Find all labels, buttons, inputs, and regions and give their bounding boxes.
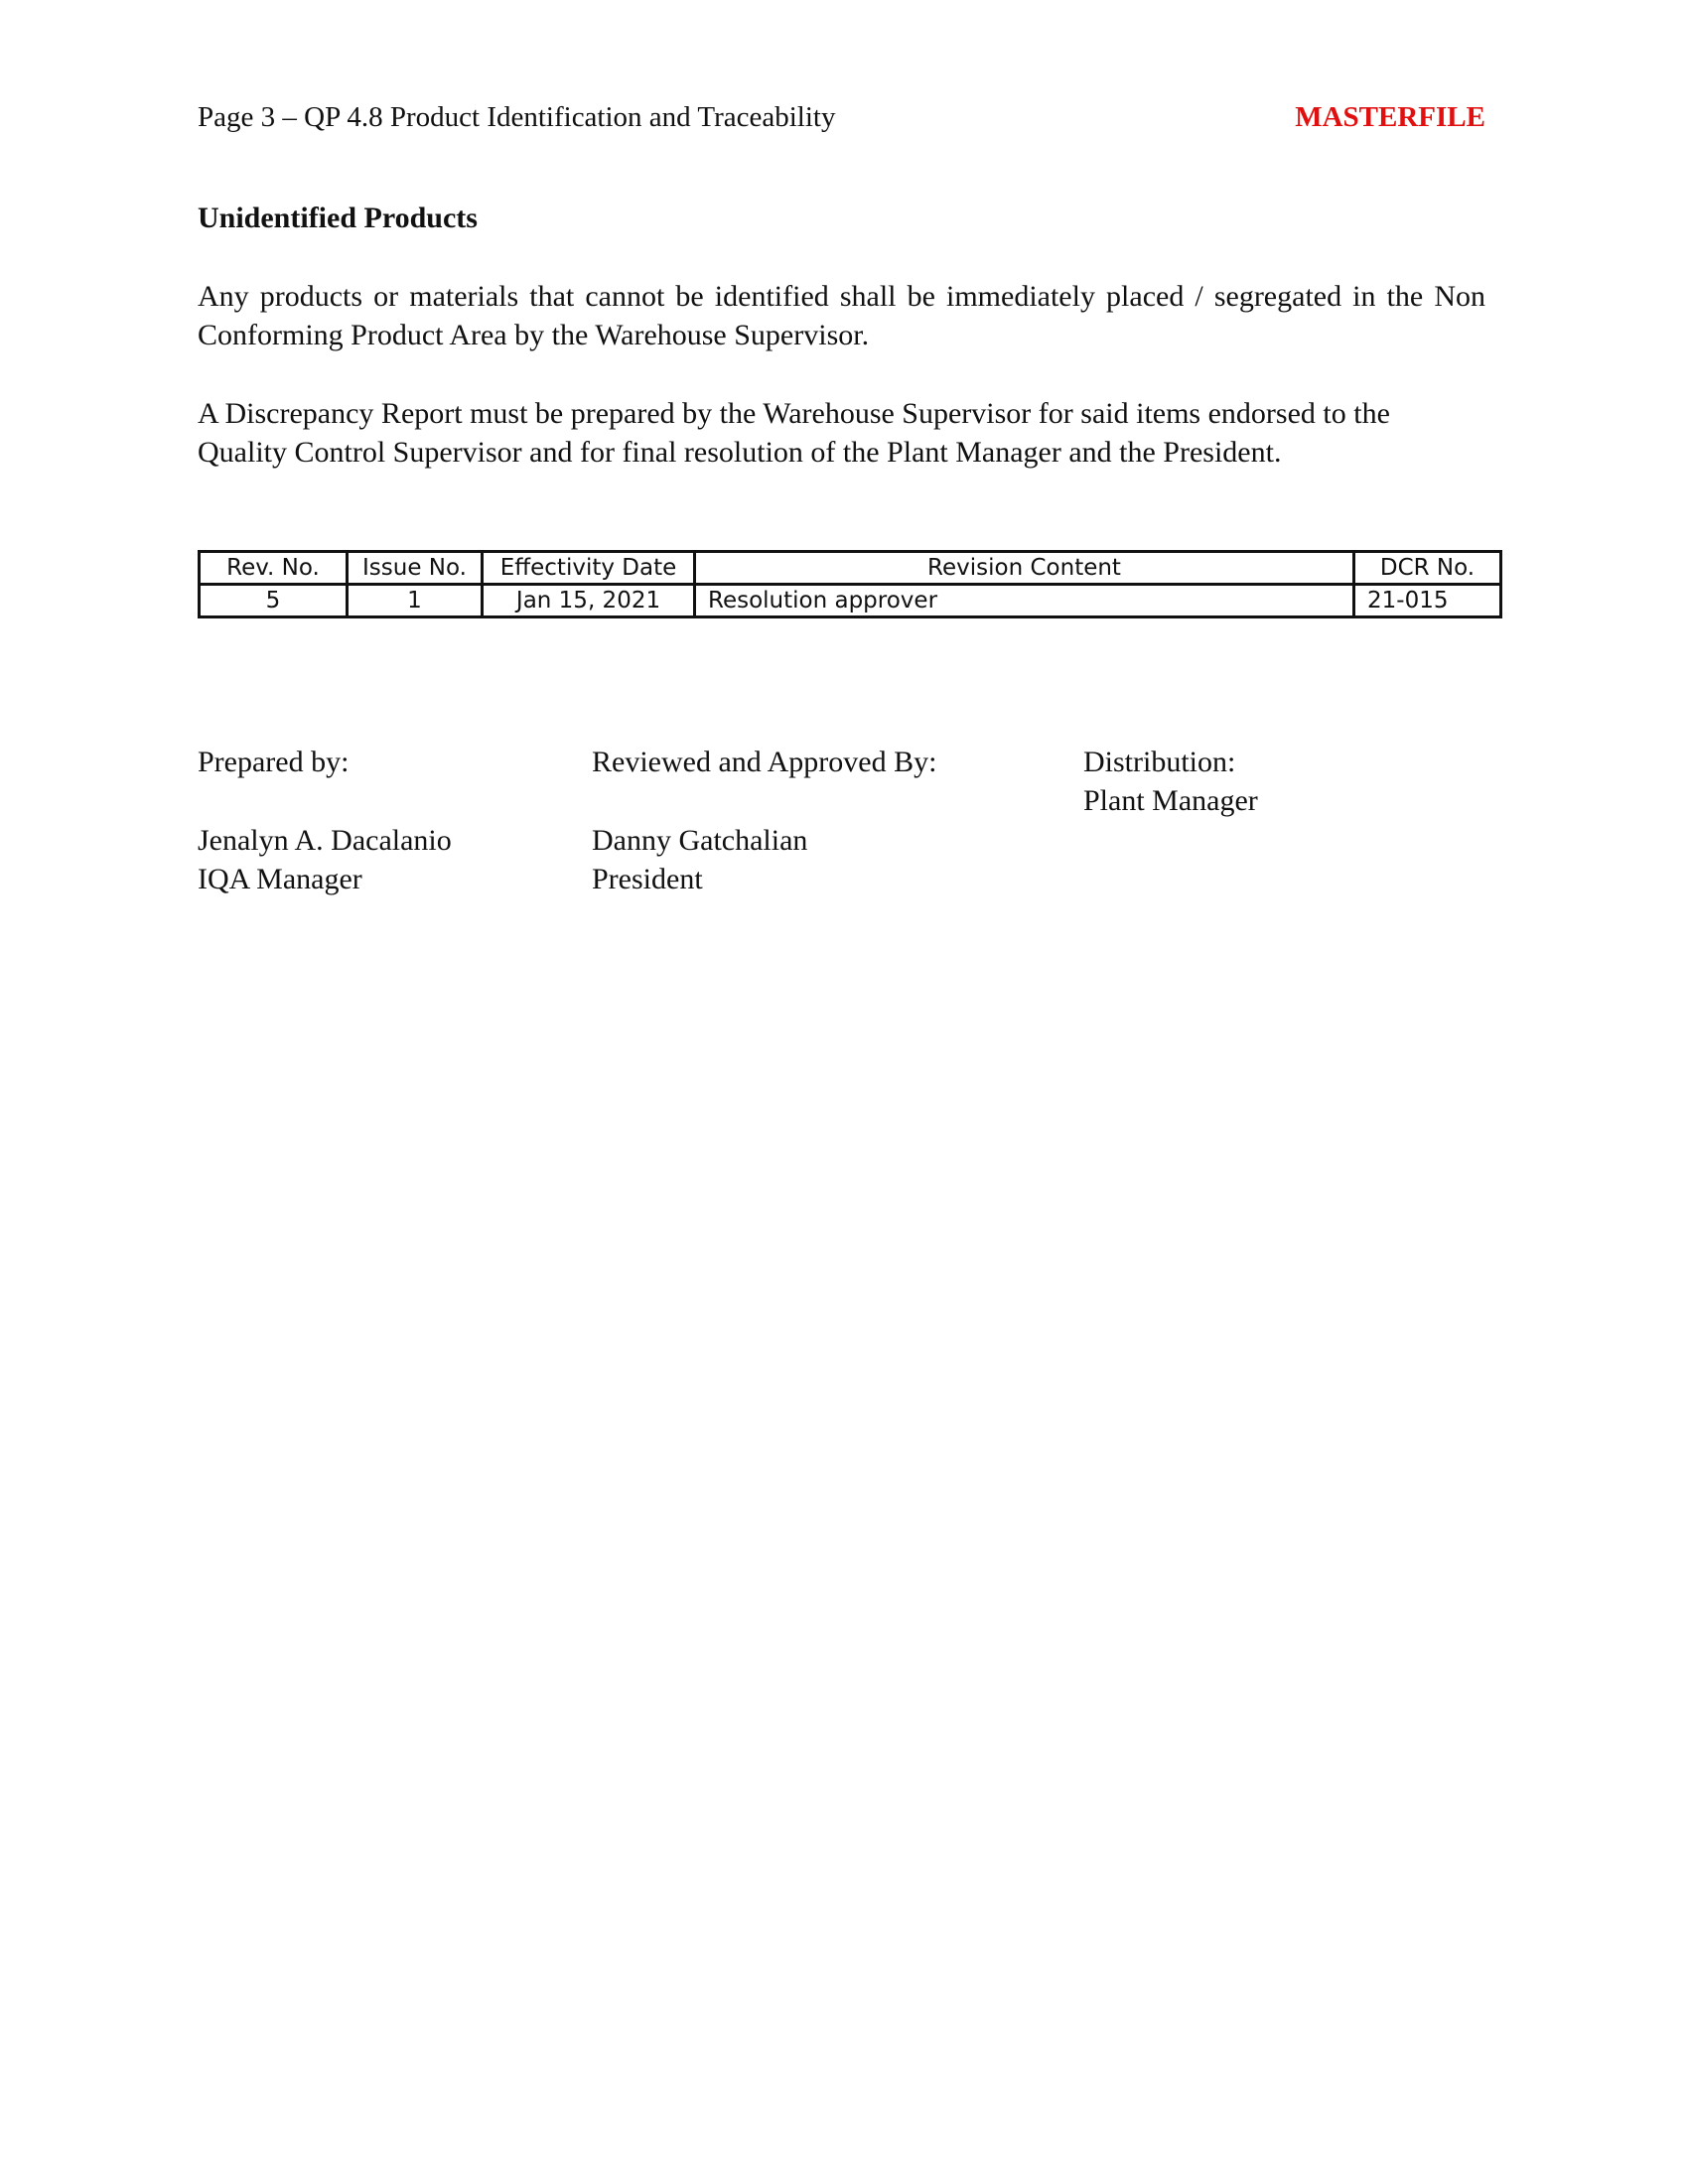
reviewed-by-name: Danny Gatchalian: [592, 824, 808, 857]
reviewed-by-label: Reviewed and Approved By:: [592, 746, 937, 778]
prepared-by-label: Prepared by:: [198, 746, 350, 778]
cell-issue-no: 1: [348, 585, 483, 617]
header-title: Page 3 – QP 4.8 Product Identification and Traceability: [198, 101, 836, 133]
reviewed-by-title: President: [592, 863, 703, 895]
revision-table: [198, 550, 1502, 618]
header-revision-content: Revision Content: [695, 552, 1354, 585]
section-heading: Unidentified Products: [198, 202, 478, 234]
header-dcr-no: DCR No.: [1354, 552, 1501, 585]
table-row: [200, 585, 1501, 617]
distribution-label: Distribution:: [1083, 746, 1236, 778]
paragraph-unidentified-products: Any products or materials that cannot be identified shall be immediately placed / segregated in the Non Conforming Product Area by the Warehouse Supervisor.: [198, 280, 1485, 351]
distribution-recipient: Plant Manager: [1083, 784, 1258, 817]
cell-dcr-no: 21-015: [1354, 585, 1501, 617]
revision-table-header-row: [200, 552, 1501, 585]
cell-revision-content: Resolution approver: [695, 585, 1354, 617]
cell-rev-no: 5: [200, 585, 348, 617]
masterfile-label: MASTERFILE: [1295, 101, 1485, 133]
paragraph-discrepancy-report: A Discrepancy Report must be prepared by the Warehouse Supervisor for said items endorsed to the Quality Control Supervisor and for final resolution of the Plant Manager and the President.: [198, 397, 1390, 469]
header-effectivity-date: Effectivity Date: [483, 552, 695, 585]
header-rev-no: Rev. No.: [200, 552, 348, 585]
cell-effectivity-date: Jan 15, 2021: [483, 585, 695, 617]
prepared-by-name: Jenalyn A. Dacalanio: [198, 824, 452, 857]
prepared-by-title: IQA Manager: [198, 863, 362, 895]
header-issue-no: Issue No.: [348, 552, 483, 585]
